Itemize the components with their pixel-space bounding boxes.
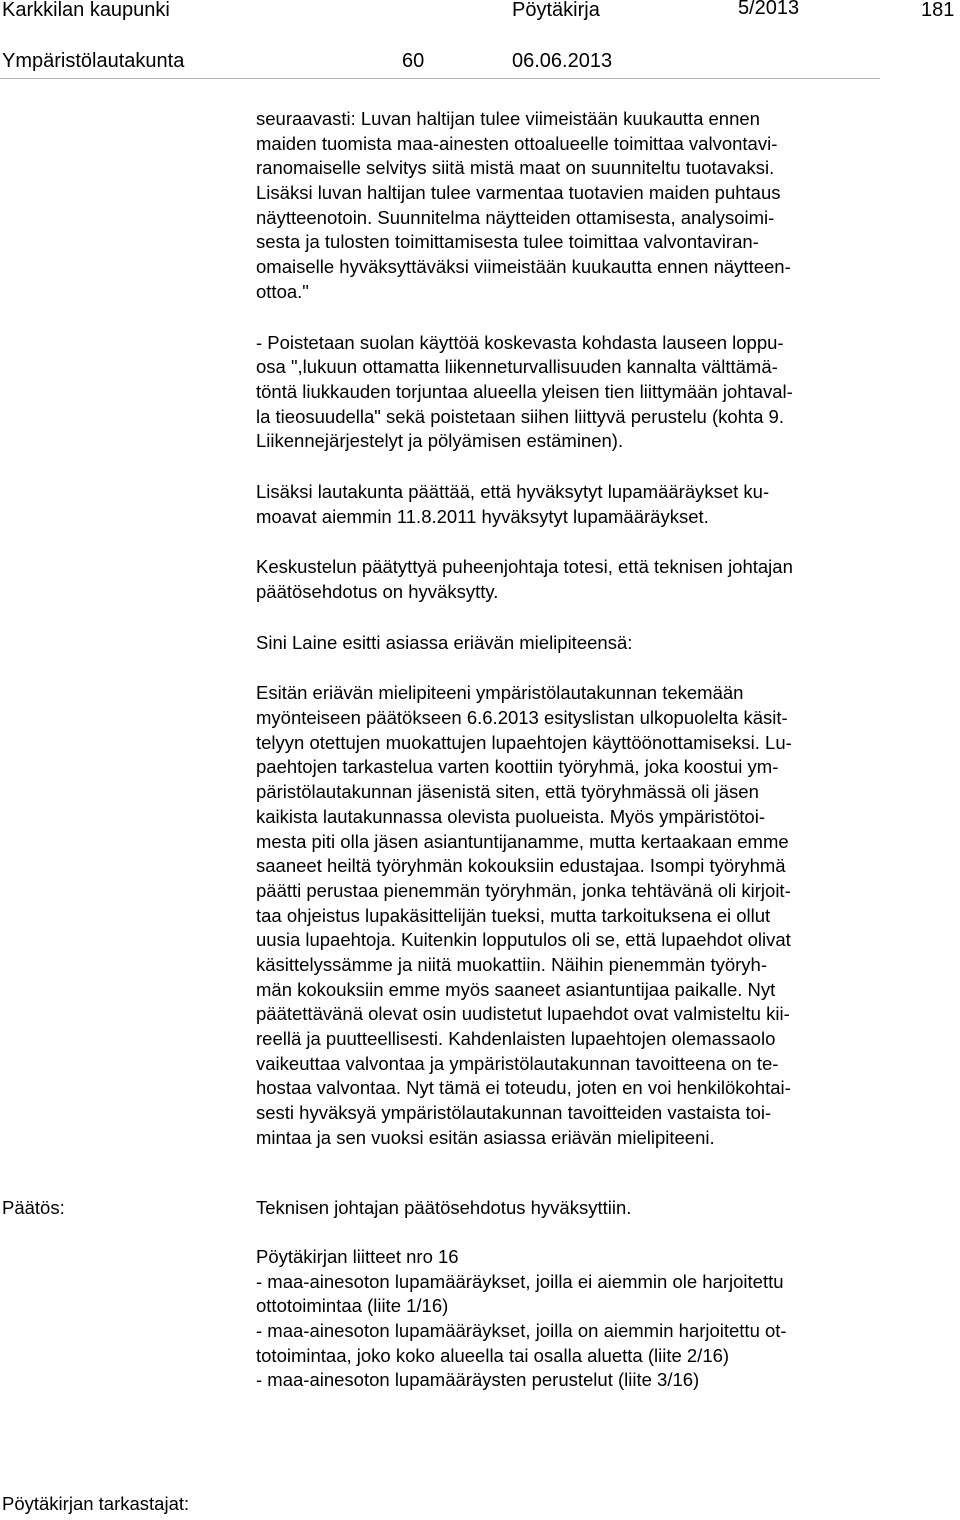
organization-name: Karkkilan kaupunki <box>2 0 170 21</box>
text-line: mintaa ja sen vuoksi esitän asiassa eriävän mielipiteeni. <box>256 1126 715 1148</box>
issue-number: 5/2013 <box>738 0 800 19</box>
text-line: sesta ja tulosten toimittamisesta tulee toimittaa valvontaviran- <box>256 231 759 253</box>
text-line: Pöytäkirjan liitteet nro 16 <box>256 1246 459 1267</box>
text-line: ranomaiselle selvitys siitä mistä maat on suunniteltu tuotavaksi. <box>256 157 775 179</box>
decision-text: Teknisen johtajan päätösehdotus hyväksyttiin. <box>256 1197 632 1218</box>
text-line: myönteiseen päätökseen 6.6.2013 esityslistan ulkopuolelta käsit- <box>256 707 788 729</box>
meeting-date: 06.06.2013 <box>512 50 613 72</box>
text-line: Keskustelun päätyttyä puheenjohtaja totesi, että teknisen johtajan <box>256 556 793 578</box>
text-line: uusia lupaehtoja. Kuitenkin lopputulos oli se, että lupaehdot olivat <box>256 929 791 951</box>
committee-name: Ympäristölautakunta <box>2 50 185 72</box>
section-number: 60 <box>402 50 425 72</box>
paragraph-dissent-text <box>256 681 916 1150</box>
text-line: päristölautakunnan jäsenistä siten, että työryhmässä oli jäsen <box>256 781 759 803</box>
attachments-list <box>256 1245 916 1393</box>
text-line: telyyn otettujen muokattujen lupaehtojen käyttöönottamiseksi. Lu- <box>256 731 792 753</box>
paragraph-discussion-end <box>256 555 916 604</box>
text-line: ottoa." <box>256 280 309 302</box>
paragraph-salt-removal <box>256 331 916 454</box>
text-line: - maa-ainesoton lupamääräykset, joilla on aiemmin harjoitettu ot- <box>256 1320 787 1342</box>
text-line: vaikeuttaa valvontaa ja ympäristölautakunnan tavoitteena on te- <box>256 1052 779 1074</box>
text-line: töntä liukkauden torjuntaa alueella yleisen tien liittymään johtaval- <box>256 380 793 402</box>
text-line: paehtojen tarkastelua varten koottiin työryhmä, joka koostui ym- <box>256 756 779 778</box>
text-line: - maa-ainesoton lupamääräysten perustelut (liite 3/16) <box>256 1369 700 1391</box>
text-line: saaneet heiltä työryhmän kokouksiin edustajaa. Isompi työryhmä <box>256 855 786 877</box>
text-line: - Poistetaan suolan käyttöä koskevasta kohdasta lauseen loppu- <box>256 331 784 353</box>
page-number: 181 <box>921 0 955 21</box>
text-line: näytteenotoin. Suunnitelma näytteiden ottamisesta, analysoimi- <box>256 206 775 228</box>
text-line: totoimintaa, joko koko alueella tai osalla aluetta (liite 2/16) <box>256 1344 730 1366</box>
text-line: - maa-ainesoton lupamääräykset, joilla ei aiemmin ole harjoitettu <box>256 1270 784 1292</box>
decision-label: Päätös: <box>2 1197 65 1218</box>
text-line: päätösehdotus on hyväksytty. <box>256 581 499 602</box>
text-line: päätti perustaa pienemmän työryhmän, jonka tehtävänä oli kirjoit- <box>256 879 791 901</box>
text-line: Esitän eriävän mielipiteeni ympäristölautakunnan tekemään <box>256 682 744 704</box>
text-line: la tieosuudella" sekä poistetaan siihen liittyvä perustelu (kohta 9. <box>256 405 784 427</box>
paragraph-board-decision <box>256 480 916 529</box>
text-line: Lisäksi luvan haltijan tulee varmentaa tuotavien maiden puhtaus <box>256 182 781 204</box>
paragraph-permit-conditions <box>256 107 916 305</box>
text-line: moavat aiemmin 11.8.2011 hyväksytyt lupamääräykset. <box>256 505 709 527</box>
header-divider <box>0 78 880 79</box>
text-line: osa ",lukuun ottamatta liikenneturvallisuuden kannalta välttämä- <box>256 356 778 378</box>
document-type: Pöytäkirja <box>512 0 600 21</box>
text-line: ottotoimintaa (liite 1/16) <box>256 1295 449 1317</box>
text-line: omaiselle hyväksyttäväksi viimeistään kuukautta ennen näytteen- <box>256 256 791 278</box>
text-line: mesta piti olla jäsen asiantuntijanamme, mutta kertaakaan emme <box>256 830 789 852</box>
text-line: käsittelyssämme ja niitä muokattiin. Näihin pienemmän työryh- <box>256 953 768 975</box>
minutes-body <box>256 107 916 1176</box>
text-line: hostaa valvontaa. Nyt tämä ei toteudu, joten en voi henkilökohtai- <box>256 1077 791 1099</box>
paragraph-dissent-intro <box>256 631 916 656</box>
text-line: päätettävänä olevat osin uudistetut lupaehdot ovat valmisteltu kii- <box>256 1003 790 1025</box>
text-line: reellä ja puutteellisesti. Kahdenlaisten lupaehtojen olemassaolo <box>256 1028 776 1049</box>
text-line: Liikennejärjestelyt ja pölyämisen estäminen). <box>256 430 624 452</box>
text-line: maiden tuomista maa-ainesten ottoalueelle toimittaa valvontavi- <box>256 132 778 154</box>
inspectors-label: Pöytäkirjan tarkastajat: <box>2 1493 190 1514</box>
text-line: seuraavasti: Luvan haltijan tulee viimeistään kuukautta ennen <box>256 108 760 129</box>
text-line: Sini Laine esitti asiassa eriävän mielipiteensä: <box>256 631 633 653</box>
text-line: sesti hyväksyä ympäristölautakunnan tavoitteiden vastaista toi- <box>256 1102 772 1124</box>
text-line: män kokouksiin emme myös saaneet asiantuntijaa paikalle. Nyt <box>256 978 776 1000</box>
text-line: Lisäksi lautakunta päättää, että hyväksytyt lupamääräykset ku- <box>256 480 770 502</box>
text-line: kaikista lautakunnassa olevista puolueista. Myös ympäristötoi- <box>256 805 765 827</box>
text-line: taa ohjeistus lupakäsittelijän tueksi, mutta tarkoituksena ei ollut <box>256 904 771 926</box>
